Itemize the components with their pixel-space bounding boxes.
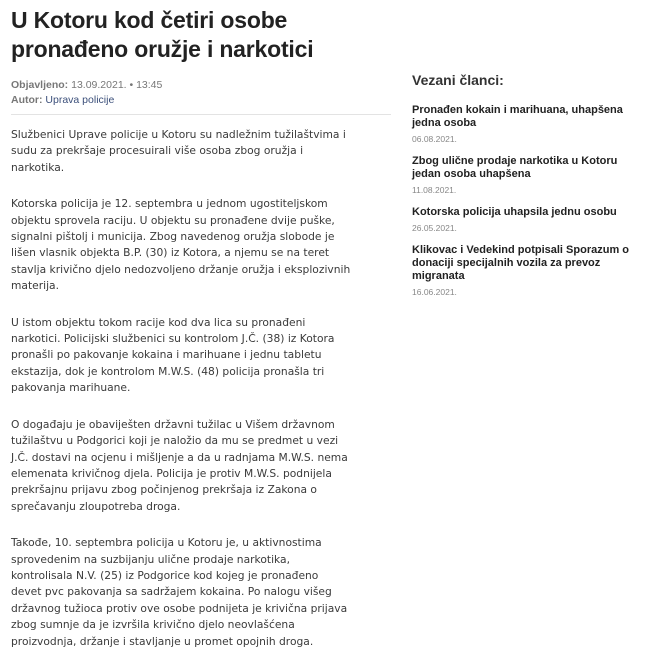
related-date: 11.08.2021. — [412, 185, 457, 195]
divider — [11, 114, 391, 115]
related-link[interactable]: Klikovac i Vedekind potpisali Sporazum o donaciji specijalnih vozila za prevoz migranata — [412, 244, 629, 282]
article-meta — [11, 78, 391, 108]
published-value: 13.09.2021. • 13:45 — [71, 79, 163, 91]
related-date: 06.08.2021. — [412, 134, 457, 144]
related-date: 16.06.2021. — [412, 287, 457, 297]
author-row — [11, 93, 391, 108]
related-item — [412, 155, 642, 195]
related-link[interactable]: Pronađen kokain i marihuana, uhapšena jedna osoba — [412, 104, 623, 129]
published-label: Objavljeno: — [11, 79, 69, 91]
related-date: 26.05.2021. — [412, 223, 457, 233]
related-item — [412, 104, 642, 144]
article-paragraph: O događaju je obaviješten državni tužilac u Višem državnom tužilaštvu u Podgorici koji je naložio da mu se predmet u vezi J.Č. dostavi na ocjenu i mišljenje a da u radnjama M.W.S. nema elemenata krivičnog djela. Policija je protiv M.W.S. podnijela prekršajnu prijavu zbog počinjenog prekršaja iz Zakona o sprečavanju zloupotreba droga. — [11, 417, 348, 513]
article-container — [11, 0, 391, 648]
author-link[interactable]: Uprava policije — [45, 94, 115, 106]
related-heading: Vezani članci: — [412, 72, 504, 88]
related-link[interactable]: Kotorska policija uhapsila jednu osobu — [412, 206, 617, 218]
related-item — [412, 244, 642, 297]
related-articles — [412, 72, 642, 308]
author-label: Autor: — [11, 94, 43, 106]
article-paragraph: U istom objektu tokom racije kod dva lica su pronađeni narkotici. Policijski službenici su kontrolom J.Č. (38) iz Kotora pronašli po pakovanje kokaina i marihuane i jednu tabletu ekstazija, dok je kontrolom M.W.S. (48) policija pronašla tri pakovanja marihuane. — [11, 315, 335, 395]
article-body — [11, 127, 351, 670]
article-title: U Kotoru kod četiri osobe pronađeno oružje i narkotici — [11, 7, 314, 62]
related-item — [412, 206, 642, 233]
published-row — [11, 78, 391, 93]
article-paragraph: Kotorska policija je 12. septembra u jednom ugostiteljskom objektu sprovela raciju. U objektu su pronađene dvije puške, signalni pištolj i municija. Zbog navedenog oružja slobode je lišen vlasnik objekta B.P. (30) iz Kotora, a njemu se na teret stavlja krivično djelo nedozvoljeno držanje oružja i eksplozivnih materija. — [11, 197, 351, 293]
article-paragraph: Takođe, 10. septembra policija u Kotoru je, u aktivnostima sprovedenim na suzbijanju ulične prodaje narkotika, kontrolisala N.V. (25) iz Podgorice kod kojeg je pronađeno devet pvc pakovanja sa sadržajem kokaina. Po nalogu višeg državnog tužioca protiv ove osobe podnijeta je krivična prijava zbog sumnje da je izvršila krivično djelo neovlašćena proizvodnja, držanje i stavljanje u promet opojnih droga. — [11, 536, 348, 648]
related-link[interactable]: Zbog ulične prodaje narkotika u Kotoru jedan osoba uhapšena — [412, 155, 618, 180]
article-paragraph: Službenici Uprave policije u Kotoru su nadležnim tužilaštvima i sudu za prekršaje procesuirali više osoba zbog oružja i narkotika. — [11, 128, 346, 174]
